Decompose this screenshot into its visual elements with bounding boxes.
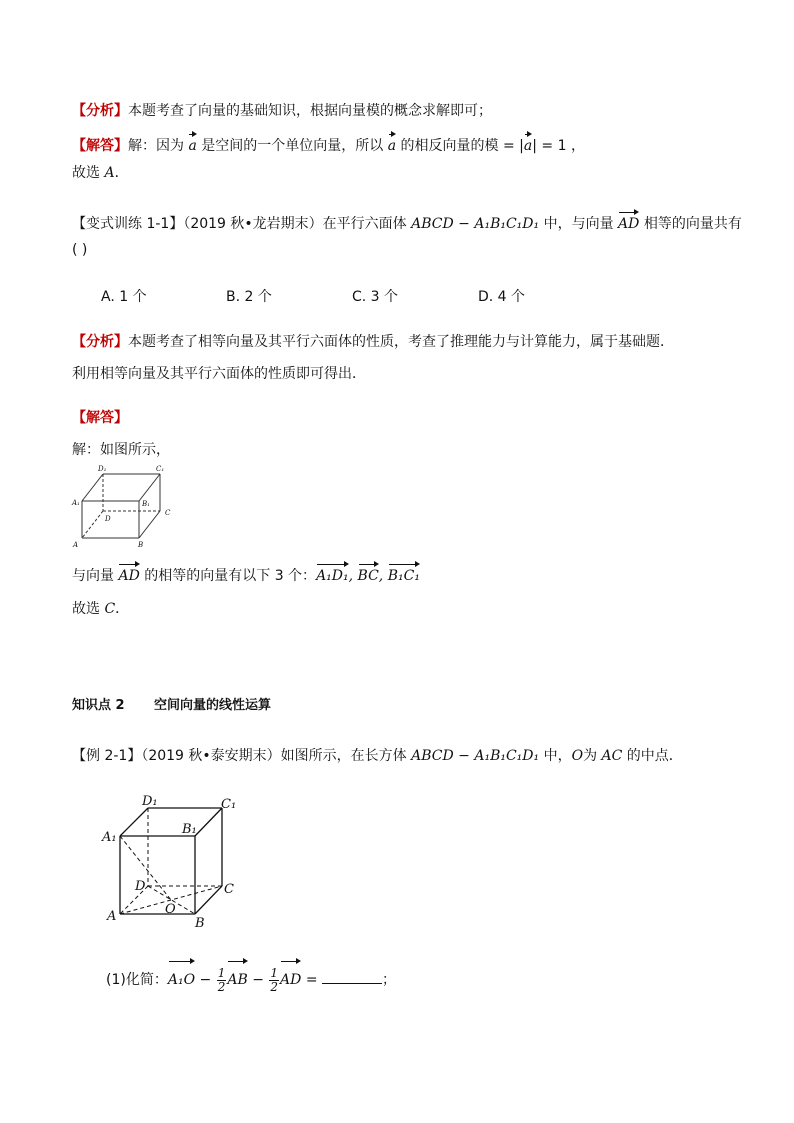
answer-text: | = 1 ， — [532, 138, 585, 154]
label-d1: D₁ — [98, 465, 107, 473]
section-number: 知识点 2 — [72, 698, 125, 713]
vector-a1d1: A₁D₁ — [316, 562, 349, 586]
choice-a: A. 1 个 — [101, 289, 147, 305]
choice-d: D. 4 个 — [478, 289, 526, 305]
analysis-2-line2: 利用相等向量及其平行六面体的性质即可得出． — [72, 366, 366, 382]
solid-name: ABCD − A₁B₁C₁D₁ — [411, 748, 540, 764]
vector-ad: AD — [280, 959, 301, 997]
analysis-1 — [72, 101, 492, 121]
vector-b1c1: B₁C₁ — [388, 562, 420, 586]
label-d: D — [135, 879, 146, 894]
conclusion-text: 故选 — [72, 601, 105, 617]
fraction-half: $\frac{1}{2}$ — [270, 965, 279, 994]
label-o: O — [165, 902, 176, 917]
answer-blank[interactable] — [322, 971, 382, 984]
example-text: 的中点． — [622, 748, 683, 764]
point-o: O — [571, 748, 584, 764]
vector-ab: AB — [227, 959, 247, 997]
answer-text: 是空间的一个单位向量，所以 — [196, 138, 388, 154]
choice-c: C. 3 个 — [352, 289, 399, 305]
punctuation: ． — [115, 601, 130, 617]
answer-paren: ( ) — [72, 242, 88, 258]
vector-ad: AD — [118, 562, 139, 586]
label-c: C — [165, 509, 171, 517]
label-b: B — [195, 916, 205, 931]
variant-label: 【变式训练 1-1】 — [72, 216, 184, 232]
answer-1 — [72, 132, 585, 156]
label-d1: D₁ — [142, 794, 158, 809]
minus-sign: − — [252, 972, 264, 988]
label-a1: A₁ — [72, 499, 80, 507]
label-c: C — [224, 882, 234, 897]
question-text: 化简： — [125, 972, 168, 988]
analysis-2 — [72, 332, 674, 352]
vector-a: a — [524, 132, 532, 156]
label-a1: A₁ — [102, 830, 117, 845]
question-number: (1) — [106, 972, 126, 988]
section-title: 空间向量的线性运算 — [154, 698, 272, 713]
vector-ad: AD — [618, 210, 639, 234]
analysis-label: 【分析】 — [72, 334, 128, 350]
answer-label: 【解答】 — [72, 138, 128, 154]
choice-b: B. 2 个 — [226, 289, 272, 305]
vector-bc: BC — [358, 562, 379, 586]
variant-text: （2019 秋•龙岩期末）在平行六面体 — [183, 216, 412, 232]
conclusion-text: 故选 — [72, 165, 105, 181]
minus-sign: − — [199, 972, 212, 988]
equals-sign: = — [305, 972, 318, 988]
answer-text: 解：因为 — [128, 138, 189, 154]
label-a: A — [73, 541, 79, 549]
vector-a1o: A₁O — [168, 959, 195, 997]
label-a: A — [107, 909, 117, 924]
fraction-half: $\frac{1}{2}$ — [217, 965, 226, 994]
example-text: 中， — [539, 748, 572, 764]
punctuation: ． — [114, 165, 129, 181]
vector-a: a — [188, 132, 196, 156]
label-d: D — [105, 515, 111, 523]
analysis-text: 本题考查了向量的基础知识，根据向量模的概念求解即可； — [128, 103, 492, 119]
label-b1: B₁ — [182, 822, 197, 837]
conclusion-2 — [72, 599, 129, 619]
answer-2-label: 【解答】 — [72, 410, 128, 426]
conclusion-1 — [72, 163, 129, 183]
variant-text: 相等的向量共有 — [639, 216, 742, 232]
example-label: 【例 2-1】 — [72, 748, 142, 764]
answer-text: 的相反向量的模 = | — [396, 138, 524, 154]
answer-2-result: 与向量 AD 的相等的向量有以下 3 个：A₁D₁, BC, B₁C₁ — [72, 562, 420, 586]
analysis-label: 【分析】 — [72, 103, 128, 119]
label-c1: C₁ — [156, 465, 165, 473]
example-text: 为 — [583, 748, 602, 764]
label-b: B — [138, 541, 144, 549]
solid-name: ABCD − A₁B₁C₁D₁ — [411, 216, 540, 232]
punctuation: ； — [382, 972, 396, 988]
variant-question — [72, 210, 742, 234]
result-text: 与向量 — [72, 568, 119, 584]
parallelepiped-figure — [68, 464, 178, 550]
example-text: （2019 秋•泰安期末）如图所示，在长方体 — [141, 748, 412, 764]
vector-a: a — [388, 132, 396, 156]
choice-letter: C — [104, 601, 116, 617]
cuboid-figure — [100, 792, 250, 932]
label-c1: C₁ — [221, 797, 237, 812]
analysis-text: 本题考查了相等向量及其平行六面体的性质，考查了推理能力与计算能力，属于基础题． — [128, 334, 674, 350]
result-text: 的相等的向量有以下 3 个： — [139, 568, 317, 584]
question-1 — [106, 959, 396, 997]
variant-text: 中，与向量 — [539, 216, 619, 232]
answer-2-text: 解：如图所示， — [72, 442, 170, 458]
choice-letter: A — [104, 165, 115, 181]
label-b1: B₁ — [142, 500, 150, 508]
segment-ac: AC — [601, 748, 623, 764]
example-question — [72, 746, 683, 766]
